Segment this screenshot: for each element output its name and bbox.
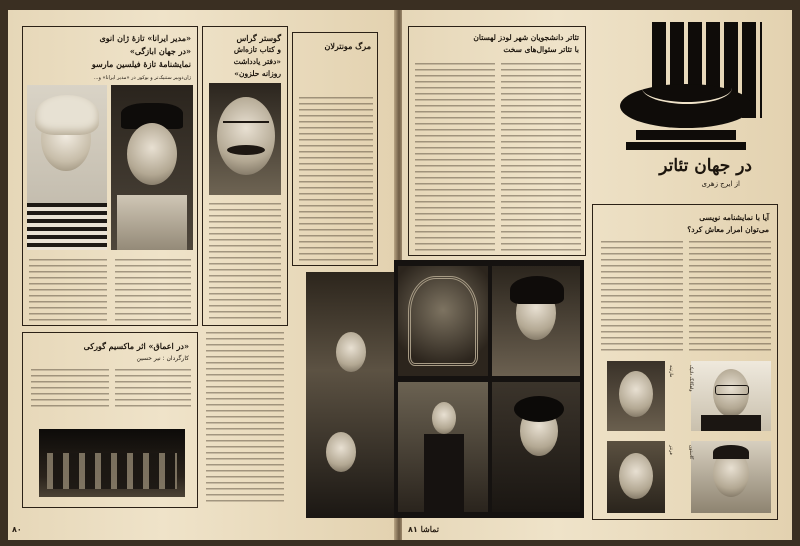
photo-grass — [209, 83, 281, 195]
collage-figure — [398, 382, 488, 512]
article-death-box — [292, 32, 378, 266]
middle-column-text-box — [202, 332, 288, 508]
students-title-1: تئاتر دانشجویان شهر لودز لهستان — [473, 33, 579, 42]
portrait-label-1: مارتینه — [668, 365, 673, 378]
portrait-top-left-face — [619, 371, 653, 417]
portrait-bottom-left — [607, 441, 665, 513]
article-iran-title-2: «در جهان ابازگی» — [129, 46, 191, 56]
photo-woman-stripes — [27, 203, 107, 250]
death-text — [299, 97, 373, 261]
photo-woman — [27, 85, 107, 250]
students-title-2: با تئاتر سئوال‌های سخت — [503, 45, 579, 54]
logo-base — [636, 130, 736, 140]
section-title: در جهان تئاتر — [659, 156, 752, 176]
goberg-title-4: روزانه حلزون» — [234, 69, 281, 78]
collage-left-face-1 — [336, 332, 366, 372]
article-goberg-box — [202, 26, 288, 326]
magazine-spread — [8, 10, 792, 540]
section-byline: از ایرج زهری — [701, 180, 740, 188]
portrait-label-3: فرنتز — [668, 445, 673, 455]
collage-figure-body — [424, 434, 464, 512]
left-page-number: ۸۰ — [12, 525, 22, 534]
gorky-title-1: «در اعماق» اثر ماکسیم گورکی — [83, 341, 189, 351]
section-logo — [612, 22, 762, 152]
gorky-text-right — [115, 369, 191, 409]
photo-grass-glasses — [223, 121, 269, 133]
left-page — [8, 10, 396, 540]
collage-woman-top — [492, 266, 580, 376]
portrait-bottom-right — [691, 441, 771, 513]
goberg-title-3: «دفتر یادداشت — [233, 57, 281, 66]
collage-left-face-2 — [326, 432, 356, 472]
article-question-box — [592, 204, 778, 520]
article-iran-text-left — [29, 259, 107, 321]
collage-figure-face — [432, 402, 456, 434]
article-iran-text-right — [115, 259, 191, 321]
article-iran-title-1: «مدیر ایرانا» تازهٔ ژان انوی — [99, 33, 191, 43]
magazine-mark: تماشا — [420, 524, 439, 534]
question-title-1: آیا با نمایشنامه نویسی — [699, 213, 769, 222]
article-iran-caption: ژان‌دوبیر ستنیک‌تر و بوکور در «مدیر ایرانا» و... — [93, 75, 191, 81]
collage-ornate — [398, 266, 488, 376]
photo-grass-face — [217, 97, 275, 175]
right-page — [402, 10, 792, 540]
article-iran-title-3: نمایشنامهٔ تازهٔ فیلسین مارسو — [91, 59, 191, 69]
middle-column-text — [206, 332, 284, 504]
photo-man-iran — [111, 85, 193, 250]
portrait-label-2: ولفگانگ دلتیک — [688, 365, 693, 392]
gorky-text-left — [31, 369, 109, 409]
stage-figures — [47, 453, 177, 489]
logo-dancers — [642, 72, 732, 104]
students-text-left — [415, 63, 495, 251]
portrait-bottom-right-hair — [713, 445, 749, 459]
page-number-value: ۸۱ — [408, 525, 418, 534]
article-students-box — [408, 26, 586, 256]
portrait-top-right-suit — [701, 415, 761, 431]
portrait-top-left — [607, 361, 665, 431]
collage-woman-top-hair — [510, 276, 564, 304]
gorky-title-2: کارگردان : نیر حسین — [136, 355, 189, 362]
article-iran-box — [22, 26, 198, 326]
portrait-bottom-left-face — [619, 453, 653, 499]
collage-ornate-pattern — [408, 276, 478, 366]
goberg-title-2: و کتاب تازه‌اش — [233, 45, 281, 54]
students-text-right — [501, 63, 581, 251]
photo-collage-left — [306, 272, 394, 518]
portrait-label-4: گاستون — [688, 445, 693, 460]
portrait-top-right-glasses — [715, 385, 749, 395]
logo-base-2 — [626, 142, 746, 150]
photo-grass-moustache — [227, 145, 265, 155]
question-text-left — [601, 241, 683, 351]
collage-woman-bottom-hair — [514, 396, 564, 422]
article-gorky-box — [22, 332, 198, 508]
photo-man-collar — [117, 195, 187, 250]
photo-man-face — [127, 123, 177, 185]
goberg-text — [209, 203, 281, 321]
photo-woman-hair — [35, 95, 99, 135]
goberg-title-1: گوستر گراس — [236, 33, 281, 43]
portrait-top-right — [691, 361, 771, 431]
collage-woman-bottom — [492, 382, 580, 512]
photo-gorky-stage — [39, 429, 185, 497]
question-title-2: می‌توان امرار معاش کرد؟ — [687, 225, 769, 234]
right-page-number — [408, 524, 439, 534]
question-text-right — [689, 241, 771, 351]
photo-collage-main — [394, 260, 584, 518]
death-title: مرگ مونترلان — [324, 41, 371, 51]
